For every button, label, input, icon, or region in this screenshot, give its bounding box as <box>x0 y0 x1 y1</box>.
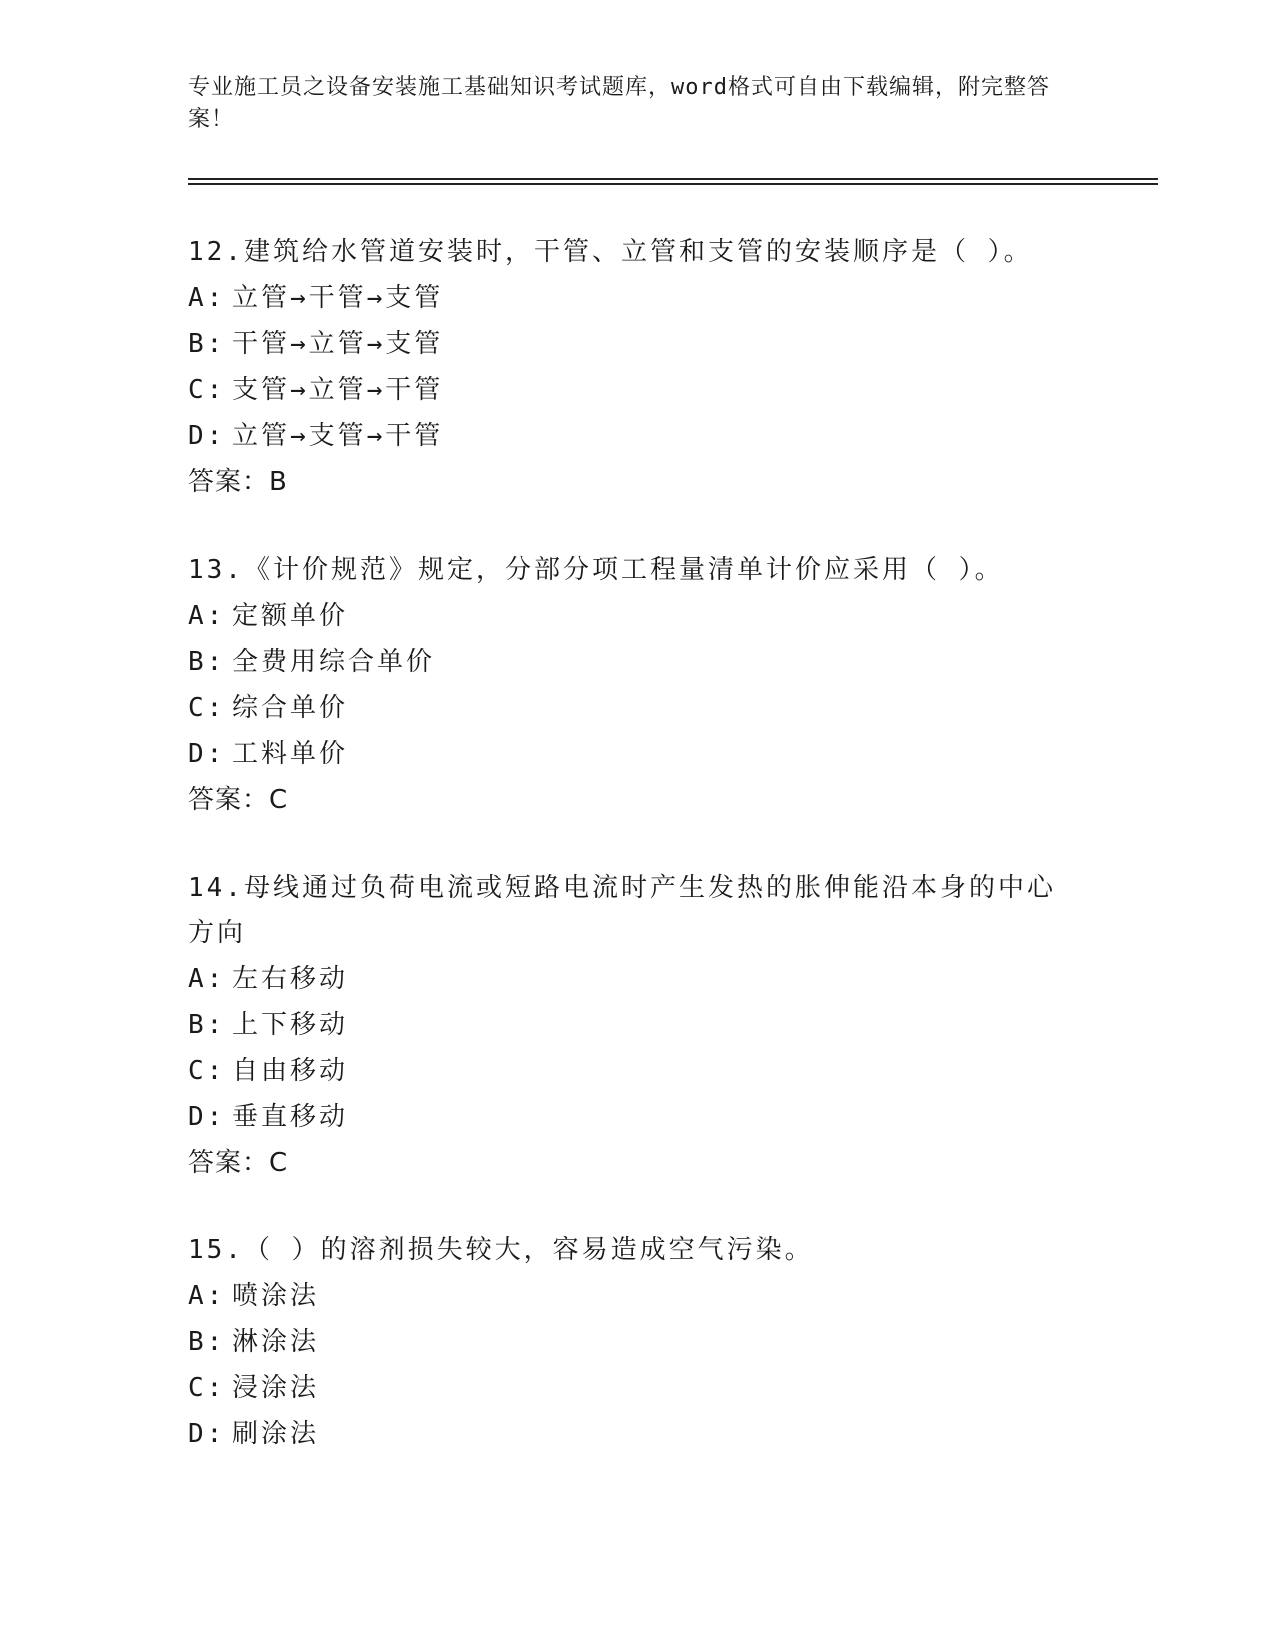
document-header: 专业施工员之设备安装施工基础知识考试题库，word格式可自由下载编辑，附完整答案！ <box>188 75 1050 132</box>
question-stem: 13.《计价规范》规定，分部分项工程量清单计价应采用（ ）。 <box>188 555 1004 585</box>
option-text: 自由移动 <box>232 1056 349 1086</box>
answer-text: 答案：B <box>188 467 288 497</box>
option-letter: C: <box>188 1373 226 1403</box>
question-14 <box>188 866 1068 1186</box>
option-a <box>188 275 1088 321</box>
question-stem: 14.母线通过负荷电流或短路电流时产生发热的胀伸能沿本身的中心方向 <box>188 873 1056 948</box>
question-12 <box>188 230 1088 505</box>
option-d <box>188 1411 1088 1457</box>
option-letter: B: <box>188 647 226 677</box>
option-b <box>188 1002 1068 1048</box>
option-letter: A: <box>188 283 226 313</box>
option-d <box>188 731 1088 777</box>
option-c <box>188 685 1088 731</box>
answer-text: 答案：C <box>188 1148 289 1178</box>
option-c <box>188 1048 1068 1094</box>
option-c <box>188 1365 1088 1411</box>
question-15 <box>188 1228 1088 1457</box>
option-b <box>188 639 1088 685</box>
option-letter: C: <box>188 1056 226 1086</box>
option-letter: A: <box>188 1281 226 1311</box>
option-text: 垂直移动 <box>232 1102 349 1132</box>
option-letter: A: <box>188 601 226 631</box>
option-text: 淋涂法 <box>232 1327 320 1357</box>
option-letter: D: <box>188 421 226 451</box>
option-d <box>188 1094 1068 1140</box>
option-text: 上下移动 <box>232 1010 349 1040</box>
option-c <box>188 367 1088 413</box>
option-b <box>188 321 1088 367</box>
option-text: 工料单价 <box>232 739 349 769</box>
option-letter: A: <box>188 964 226 994</box>
question-13 <box>188 548 1088 823</box>
option-letter: D: <box>188 1102 226 1132</box>
header-divider-bottom <box>188 183 1158 185</box>
option-text: 综合单价 <box>232 693 349 723</box>
option-letter: D: <box>188 1419 226 1449</box>
question-stem: 12.建筑给水管道安装时，干管、立管和支管的安装顺序是（ ）。 <box>188 237 1033 267</box>
option-a <box>188 593 1088 639</box>
header-divider-top <box>188 178 1158 180</box>
option-letter: C: <box>188 693 226 723</box>
option-a <box>188 956 1068 1002</box>
option-text: 立管→支管→干管 <box>232 421 444 451</box>
option-letter: B: <box>188 1010 226 1040</box>
option-text: 左右移动 <box>232 964 349 994</box>
option-letter: B: <box>188 329 226 359</box>
option-letter: B: <box>188 1327 226 1357</box>
option-text: 立管→干管→支管 <box>232 283 444 313</box>
answer-text: 答案：C <box>188 785 289 815</box>
question-stem: 15.（ ）的溶剂损失较大，容易造成空气污染。 <box>188 1235 814 1265</box>
option-text: 浸涂法 <box>232 1373 320 1403</box>
option-text: 刷涂法 <box>232 1419 320 1449</box>
option-a <box>188 1273 1088 1319</box>
option-b <box>188 1319 1088 1365</box>
option-letter: D: <box>188 739 226 769</box>
option-text: 支管→立管→干管 <box>232 375 444 405</box>
option-letter: C: <box>188 375 226 405</box>
option-text: 喷涂法 <box>232 1281 320 1311</box>
option-d <box>188 413 1088 459</box>
option-text: 干管→立管→支管 <box>232 329 444 359</box>
option-text: 定额单价 <box>232 601 349 631</box>
option-text: 全费用综合单价 <box>232 647 436 677</box>
